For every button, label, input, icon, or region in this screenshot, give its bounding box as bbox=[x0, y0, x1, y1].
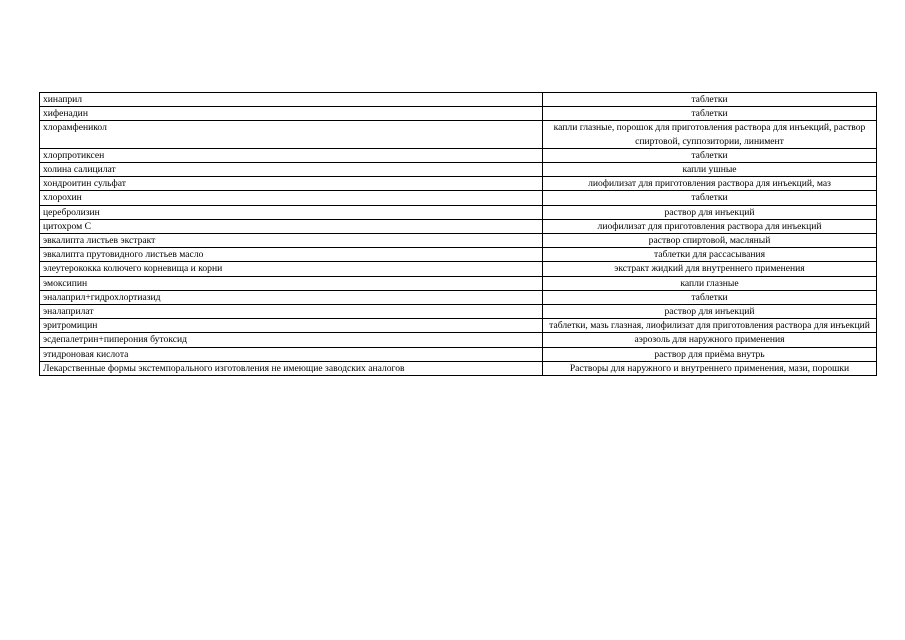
table-row bbox=[40, 347, 877, 361]
dosage-form-cell: таблетки, мазь глазная, лиофилизат для приготовления раствора для инъекций bbox=[543, 319, 877, 333]
table-row bbox=[40, 93, 877, 107]
table-row bbox=[40, 177, 877, 191]
dosage-form-cell: капли ушные bbox=[543, 163, 877, 177]
table-row bbox=[40, 234, 877, 248]
drug-name-cell: Лекарственные формы экстемпорального изготовления не имеющие заводских аналогов bbox=[40, 361, 543, 375]
dosage-form-cell: раствор спиртовой, масляный bbox=[543, 234, 877, 248]
drug-name-cell: хлорпротиксен bbox=[40, 148, 543, 162]
dosage-form-cell: лиофилизат для приготовления раствора для инъекций, маз bbox=[543, 177, 877, 191]
dosage-form-cell: таблетки bbox=[543, 107, 877, 121]
drug-name-cell: хифенадин bbox=[40, 107, 543, 121]
table-row bbox=[40, 276, 877, 290]
dosage-form-cell: таблетки bbox=[543, 290, 877, 304]
drug-name-cell: холина салицилат bbox=[40, 163, 543, 177]
drug-name-cell: эналаприлат bbox=[40, 305, 543, 319]
drug-name-cell: эритромицин bbox=[40, 319, 543, 333]
dosage-form-cell: таблетки bbox=[543, 93, 877, 107]
dosage-form-cell: Растворы для наружного и внутреннего применения, мази, порошки bbox=[543, 361, 877, 375]
drug-name-cell: эналаприл+гидрохлортиазид bbox=[40, 290, 543, 304]
dosage-form-cell: раствор для инъекций bbox=[543, 205, 877, 219]
table-row bbox=[40, 148, 877, 162]
drug-name-cell: элеутерококка колючего корневища и корни bbox=[40, 262, 543, 276]
dosage-form-cell: раствор для инъекций bbox=[543, 305, 877, 319]
table-row bbox=[40, 290, 877, 304]
table-row bbox=[40, 107, 877, 121]
table-row bbox=[40, 219, 877, 233]
drug-name-cell: эвкалипта прутовидного листьев масло bbox=[40, 248, 543, 262]
drug-name-cell: этидроновая кислота bbox=[40, 347, 543, 361]
drug-name-cell: эвкалипта листьев экстракт bbox=[40, 234, 543, 248]
dosage-form-cell: лиофилизат для приготовления раствора для инъекций bbox=[543, 219, 877, 233]
table-row bbox=[40, 191, 877, 205]
drug-name-cell: хондроитин сульфат bbox=[40, 177, 543, 191]
dosage-form-cell: аэрозоль для наружного применения bbox=[543, 333, 877, 347]
dosage-form-cell: раствор для приёма внутрь bbox=[543, 347, 877, 361]
table-row bbox=[40, 319, 877, 333]
drug-name-cell: хлорамфеникол bbox=[40, 121, 543, 148]
table-row bbox=[40, 361, 877, 375]
drug-forms-table bbox=[39, 92, 877, 376]
table-row bbox=[40, 248, 877, 262]
dosage-form-cell: капли глазные, порошок для приготовления раствора для инъекций, раствор спиртовой, суппозитории, линимент bbox=[543, 121, 877, 148]
table-row bbox=[40, 333, 877, 347]
dosage-form-cell: таблетки bbox=[543, 191, 877, 205]
dosage-form-cell: экстракт жидкий для внутреннего применения bbox=[543, 262, 877, 276]
dosage-form-cell: капли глазные bbox=[543, 276, 877, 290]
drug-forms-table-body bbox=[40, 93, 877, 376]
dosage-form-cell: таблетки bbox=[543, 148, 877, 162]
drug-name-cell: хлорохин bbox=[40, 191, 543, 205]
table-row bbox=[40, 262, 877, 276]
drug-name-cell: хинаприл bbox=[40, 93, 543, 107]
table-row bbox=[40, 163, 877, 177]
table-row bbox=[40, 121, 877, 148]
drug-name-cell: цитохром С bbox=[40, 219, 543, 233]
drug-name-cell: эсдепалетрин+пиперония бутоксид bbox=[40, 333, 543, 347]
dosage-form-cell: таблетки для рассасывания bbox=[543, 248, 877, 262]
table-row bbox=[40, 305, 877, 319]
drug-name-cell: эмоксипин bbox=[40, 276, 543, 290]
table-row bbox=[40, 205, 877, 219]
drug-name-cell: церебролизин bbox=[40, 205, 543, 219]
